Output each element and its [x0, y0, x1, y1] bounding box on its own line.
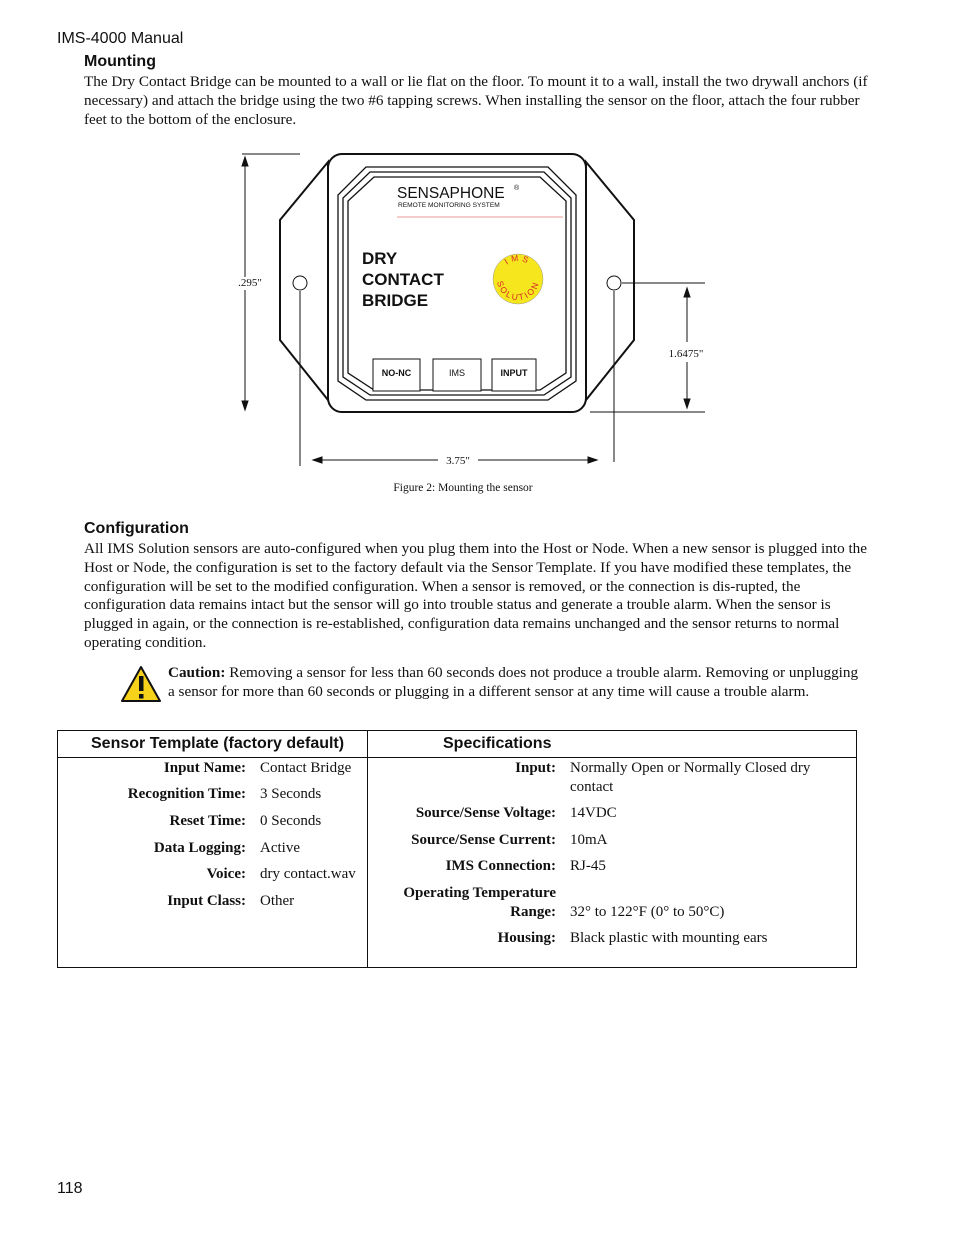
- brand-logo: SENSAPHONE: [397, 185, 505, 202]
- page-number: 118: [57, 1180, 83, 1197]
- spec-label-housing: Housing:: [497, 930, 556, 946]
- figure-caption: Figure 2: Mounting the sensor: [393, 482, 533, 494]
- configuration-paragraph: All IMS Solution sensors are auto-configured when you plug them into the Host or Node. When a new sensor is plugged into the Host or Node, the configuration is set to the factory default via the Sensor Template. If you have modified these templates, the configuration will be set to the modified configuration. When a sensor is removed, or the connection is dis-rupted, the configuration data remains intact but the sensor will go into trouble status and generate a trouble alarm. When the sensor is plugged in again, or the connection is re-established, configuration data remains unchanged and the sensor returns to normal operating condition.: [84, 540, 868, 651]
- badge-bottom-text: SOLUTION: [494, 279, 542, 303]
- spec-value-housing: Black plastic with mounting ears: [570, 930, 768, 946]
- hole-dimension-label: 1.6475": [668, 348, 704, 360]
- template-value-recognition-time: 3 Seconds: [260, 786, 322, 802]
- product-name-line-3: BRIDGE: [362, 291, 429, 310]
- product-name-line-2: CONTACT: [362, 270, 444, 289]
- spec-value-temperature: 32° to 122°F (0° to 50°C): [570, 904, 725, 920]
- spec-value-ims-connection: RJ-45: [570, 858, 606, 874]
- specifications-header: Specifications: [443, 735, 552, 752]
- height-dimension-label: .295": [238, 277, 262, 289]
- product-name-line-1: DRY: [362, 249, 398, 268]
- template-value-reset-time: 0 Seconds: [260, 813, 322, 829]
- spec-value-voltage: 14VDC: [570, 805, 617, 821]
- template-value-input-name: Contact Bridge: [260, 760, 352, 776]
- spec-label-ims-connection: IMS Connection:: [445, 858, 556, 874]
- template-value-input-class: Other: [260, 893, 295, 909]
- template-value-voice: dry contact.wav: [260, 866, 356, 882]
- width-dimension-label: 3.75": [446, 455, 470, 467]
- configuration-heading: Configuration: [84, 520, 189, 537]
- running-header: IMS-4000 Manual: [57, 30, 184, 47]
- port-ims-label: IMS: [448, 368, 466, 378]
- sensor-template-header: Sensor Template (factory default): [91, 735, 345, 752]
- port-input-label: INPUT: [500, 368, 528, 378]
- spec-label-current: Source/Sense Current:: [411, 832, 556, 848]
- spec-value-current: 10mA: [570, 832, 608, 848]
- template-label-recognition-time: Recognition Time:: [127, 786, 246, 802]
- spec-value-input: Normally Open or Normally Closed dry contact: [570, 760, 811, 795]
- caution-text: Removing a sensor for less than 60 seconds does not produce a trouble alarm. Removing or unplugging a sensor for more than 60 seconds or plugging in a different sensor at any time will cause a trouble alarm.: [168, 664, 859, 700]
- spec-label-voltage: Source/Sense Voltage:: [415, 805, 556, 821]
- spec-label-temperature: Operating Temperature Range:: [403, 885, 556, 920]
- badge-top-text: IMS: [502, 252, 533, 267]
- caution-label: Caution:: [168, 664, 226, 681]
- specs-table: [57, 730, 857, 968]
- template-value-data-logging: Active: [260, 840, 300, 856]
- brand-tagline: REMOTE MONITORING SYSTEM: [398, 202, 500, 209]
- mounting-diagram: [0, 140, 954, 500]
- brand-registered-mark: ®: [514, 185, 520, 192]
- template-label-input-class: Input Class:: [167, 893, 246, 909]
- template-label-voice: Voice:: [206, 866, 246, 882]
- mounting-paragraph: The Dry Contact Bridge can be mounted to a wall or lie flat on the floor. To mount it to a wall, install the two drywall anchors (if necessary) and attach the bridge using the two #6 tapping screws. When installing the sensor on the floor, attach the four rubber feet to the bottom of the enclosure.: [84, 73, 868, 128]
- spec-label-input: Input:: [515, 760, 556, 776]
- caution-note: [168, 664, 868, 702]
- template-label-reset-time: Reset Time:: [169, 813, 246, 829]
- mounting-heading: Mounting: [84, 53, 156, 70]
- warning-triangle-icon: [120, 665, 162, 703]
- template-label-input-name: Input Name:: [163, 760, 246, 776]
- port-no-nc-label: NO-NC: [381, 368, 412, 378]
- template-label-data-logging: Data Logging:: [153, 840, 246, 856]
